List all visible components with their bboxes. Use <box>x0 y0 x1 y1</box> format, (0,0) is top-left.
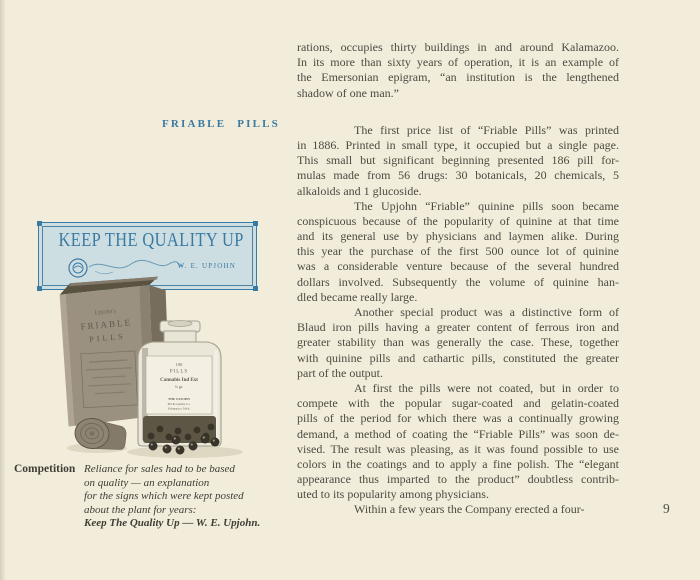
bottle-label-line: Cannabis Ind Ext <box>160 378 198 383</box>
body-line: Another special product was a distinctive form of <box>354 305 619 319</box>
paragraph <box>297 381 619 503</box>
bottle-label-line: Kalamazoo, Mich. <box>167 406 191 411</box>
caption-line: about the plant for years: <box>84 503 197 516</box>
body-line: uted to its popularity among physicians. <box>297 487 489 502</box>
body-line: mulas made from 56 drugs: 30 botanicals, 20 chemicals, 5 <box>297 168 619 183</box>
body-line: At first the pills were not coated, but in order to <box>354 380 619 395</box>
body-line: shadow of one man.” <box>297 85 399 100</box>
box-text-line: Upjohn's <box>94 308 117 317</box>
caption-line: on quality — an explanation <box>84 476 210 489</box>
body-text-column <box>297 40 619 518</box>
section-heading: FRIABLE PILLS <box>161 118 280 130</box>
caption-line: for the signs which were kept posted <box>84 490 244 502</box>
body-line: This small but significant beginning presented 186 pill for- <box>297 153 619 168</box>
bottle-label-line: Pill & Granule Co. <box>167 402 191 406</box>
caption-line: Reliance for sales had to be based <box>84 463 235 475</box>
body-line: greater stability than was generally the case. These, together <box>297 335 619 350</box>
box-text-line: PILLS <box>88 331 126 344</box>
sign-corner-ornament <box>253 286 258 291</box>
body-line: colors in the coatings and to apply a fine polish. The “elegant <box>297 456 619 471</box>
sign-corner-ornament <box>37 221 42 226</box>
body-line: part of the output. <box>297 365 383 380</box>
body-line: appearance thus imparted to the product” doubtless contrib- <box>297 472 619 487</box>
paragraph <box>297 502 619 517</box>
sign-signature: W. E. UPJOHN <box>177 262 236 270</box>
body-line: dled became really large. <box>297 289 418 304</box>
body-line: with quinine pills and cathartic pills, constituted the greater <box>297 350 619 365</box>
photo-shadow <box>127 446 243 458</box>
body-line: pills of the period for which there was a continually growing <box>297 411 619 426</box>
body-line: The first price list of “Friable Pills” was printed <box>354 122 619 137</box>
bottle-label-line: THE UPJOHN <box>168 397 190 401</box>
body-line: dollars involved. Subsequently the volume of quinine han- <box>297 274 619 289</box>
product-photo <box>35 276 265 468</box>
page-number: 9 <box>663 501 670 516</box>
paragraph <box>297 305 619 381</box>
box-text-line: FRIABLE <box>80 317 133 332</box>
body-line: In its more than sixty years of operation, it is an example of <box>297 55 619 70</box>
body-line: compete with the popular sugar-coated and gelatin-coated <box>297 396 619 411</box>
caption-label: Competition <box>14 463 76 475</box>
body-line: in 1886. Printed in small type, it occupied but a single page. <box>297 137 619 152</box>
body-line: vised. The result was pleasing, as it was found possible to use <box>297 441 619 456</box>
body-line: the Emersonian epigram, “an institution is the lengthened <box>297 70 619 85</box>
caption-line: Keep The Quality Up — W. E. Upjohn. <box>84 517 261 529</box>
caption <box>14 463 284 531</box>
sign-corner-ornament <box>253 221 258 226</box>
body-line: The Upjohn “Friable” quinine pills soon became <box>354 198 619 213</box>
bottle-label-line: 100 <box>175 362 183 367</box>
body-line: and its general use by physicians and laymen alike. During <box>297 229 619 244</box>
body-line: rations, occupies thirty buildings in and around Kalamazoo. <box>297 40 619 54</box>
body-line: conspicuous because of the popularity of quinine at that time <box>297 213 619 228</box>
paragraph <box>297 123 619 199</box>
body-line: Within a few years the Company erected a four- <box>354 502 585 517</box>
body-line: was a considerable venture because of the several hundred <box>297 259 619 274</box>
sign-corner-ornament <box>37 286 42 291</box>
body-line: alkaloids and 1 glucoside. <box>297 183 422 198</box>
body-line: demand, a method of coating the “Friable Pills” was soon de- <box>297 426 619 441</box>
body-line: this year the purchase of the first 500 ounce lot of quinine <box>297 244 619 259</box>
page-gutter-shadow <box>0 0 6 580</box>
body-line: Blaud iron pills having a greater content of ferrous iron and <box>297 320 619 335</box>
bottle-label-line: ¼ gr. <box>174 384 184 389</box>
caption-text <box>84 463 260 531</box>
paragraph <box>297 40 619 101</box>
sign-title: KEEP THE QUALITY UP <box>58 229 244 251</box>
paragraph <box>297 199 619 305</box>
bottle-label-line: PILLS <box>169 369 189 375</box>
